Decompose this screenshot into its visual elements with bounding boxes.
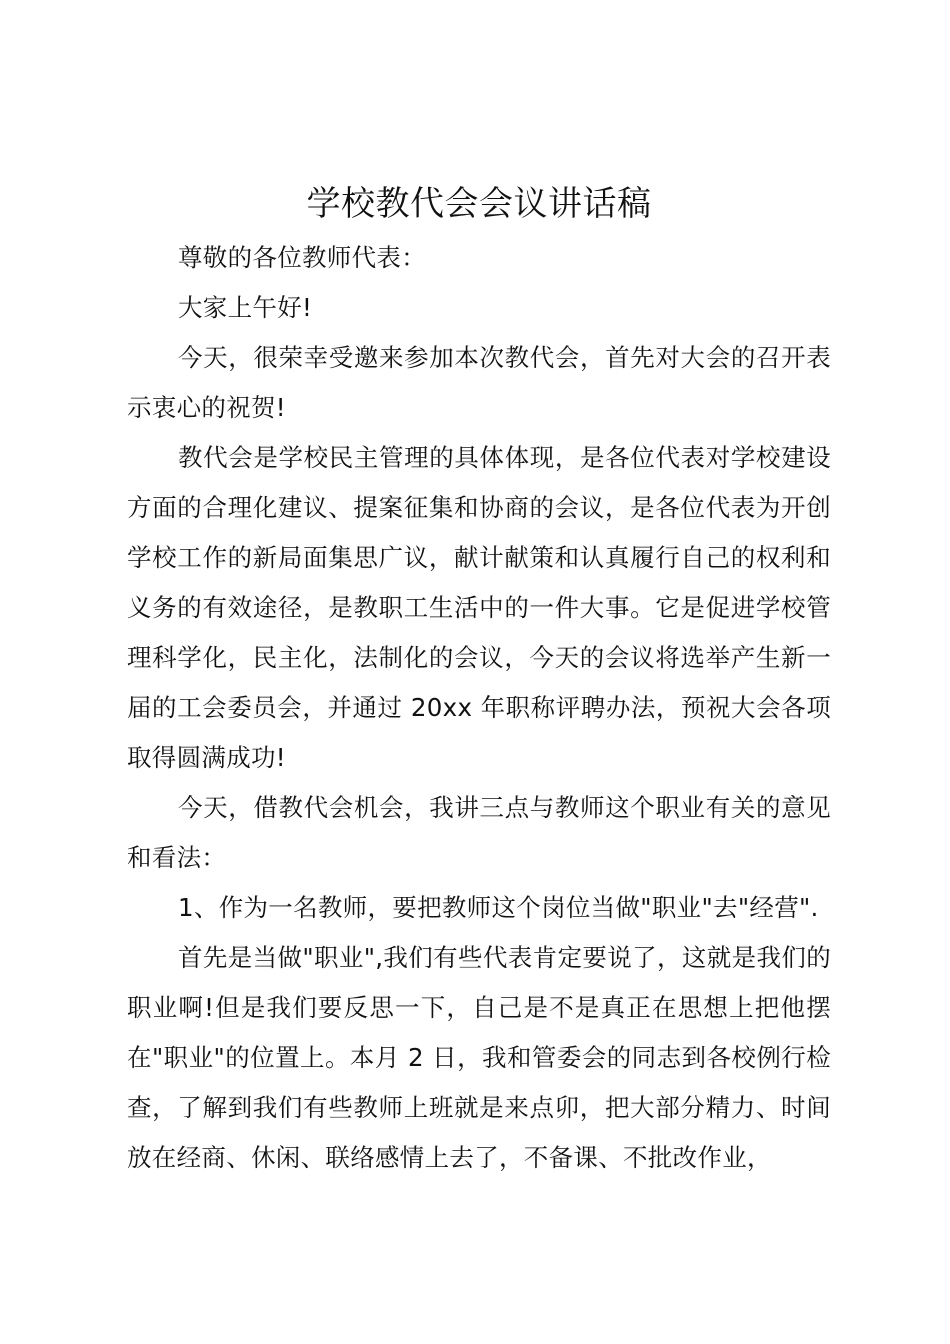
section-heading: 1、作为一名教师，要把教师这个岗位当做"职业"去"经营". bbox=[178, 893, 819, 922]
paragraph: 首先是当做"职业",我们有些代表肯定要说了，这就是我们的职业啊!但是我们要反思一下，自己是不是真正在思想上把他摆在"职业"的位置上。本月 2 日，我和管委会的同志到各校例行检查，了解到我们有些教师上班就是来点卯，把大部分精力、时间放在经商、休闲、联络感情上去了，不备课、不批改作业， bbox=[127, 943, 831, 1172]
paragraph: 教代会是学校民主管理的具体体现，是各位代表对学校建设方面的合理化建议、提案征集和协商的会议，是各位代表为开创学校工作的新局面集思广议，献计献策和认真履行自己的权利和义务的有效途径，是教职工生活中的一件大事。它是促进学校管理科学化，民主化，法制化的会议，今天的会议将选举产生新一届的工会委员会，并通过 20xx 年职称评聘办法，预祝大会各项取得圆满成功! bbox=[127, 443, 831, 772]
paragraph: 今天，很荣幸受邀来参加本次教代会，首先对大会的召开表示衷心的祝贺! bbox=[127, 343, 831, 422]
paragraph: 今天，借教代会机会，我讲三点与教师这个职业有关的意见和看法： bbox=[127, 793, 831, 872]
document-title: 学校教代会会议讲话稿 bbox=[306, 184, 652, 224]
greeting: 大家上午好! bbox=[178, 293, 313, 322]
salutation: 尊敬的各位教师代表： bbox=[178, 243, 426, 272]
document-body bbox=[127, 233, 831, 1183]
